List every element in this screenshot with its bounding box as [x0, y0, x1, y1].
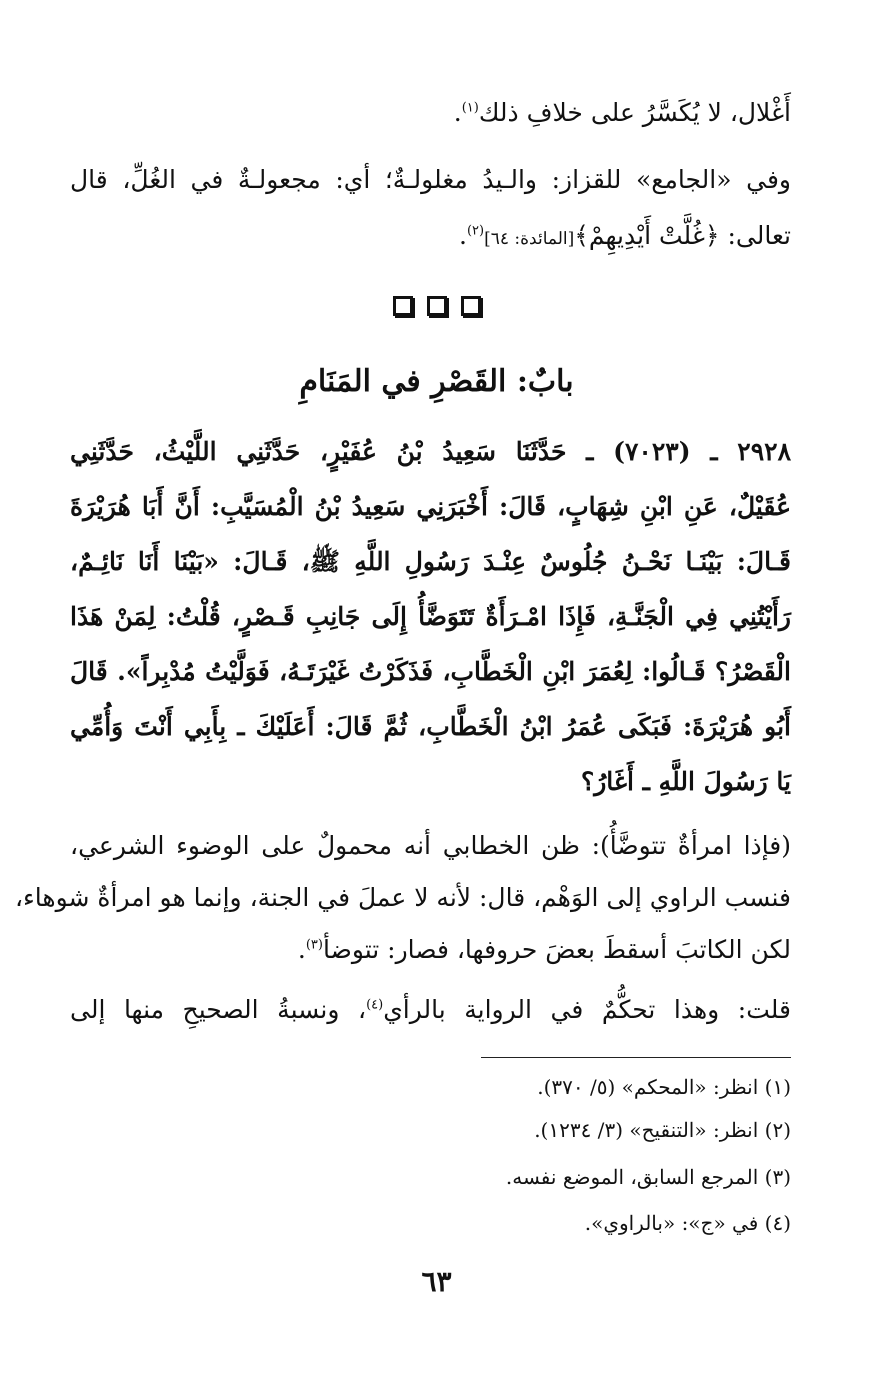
- intro-line-2: وفي «الجامع» للقزاز: والـيدُ مغلولـةٌ؛ أي: مجعولـةٌ في الغُلِّ، قال: [70, 165, 791, 194]
- page-number: ٦٣: [421, 1265, 452, 1298]
- intro-punct: .: [459, 221, 467, 250]
- footnote-ref-3[interactable]: (٣): [305, 937, 323, 953]
- footnote: (٤) في «ج»: «بالراوي».: [584, 1211, 791, 1235]
- divider-square-icon: [393, 296, 413, 316]
- commentary-text: ، ونسبةُ الصحيحِ منها إلى: [70, 995, 367, 1024]
- intro-punct: .: [453, 98, 462, 127]
- commentary-line: (فإذا امرأةٌ تتوضَّأُ): ظن الخطابي أنه محمولٌ على الوضوء الشرعي،: [70, 831, 791, 860]
- hadith-line: الْقَصْرُ؟ قَـالُوا: لِعُمَرَ ابْنِ الْخَطَّابِ، فَذَكَرْتُ غَيْرَتَـهُ، فَوَلَّيْتُ مُدْبِراً». قَالَ: [70, 657, 791, 686]
- intro-line-1: [70, 93, 791, 133]
- commentary-line: [70, 930, 791, 970]
- quran-citation: [المائدة: ٦٤]: [484, 229, 575, 249]
- commentary-line: [70, 990, 791, 1030]
- commentary-text: لكن الكاتبَ أسقطَ بعضَ حروفها، فصار: تتوضأ: [322, 935, 791, 964]
- footnote-ref-4[interactable]: (٤): [366, 997, 384, 1013]
- commentary-punct: .: [297, 935, 306, 964]
- footnote-ref-1[interactable]: (١): [461, 100, 479, 116]
- divider-square-icon: [461, 296, 481, 316]
- intro-text: أَغْلال، لا يُكَسَّرُ على خلافِ ذلك: [478, 98, 791, 127]
- commentary-line: فنسب الراوي إلى الوَهْم، قال: لأنه لا عملَ في الجنة، وإنما هو امرأةٌ شوهاء،: [14, 883, 791, 912]
- section-divider: [0, 296, 873, 316]
- footnote: (٢) انظر: «التنقيح» (٣/ ١٢٣٤).: [534, 1118, 791, 1142]
- footnote: (١) انظر: «المحكم» (٥/ ٣٧٠).: [537, 1075, 791, 1099]
- hadith-line: رَأَيْتُنِي فِي الْجَنَّـةِ، فَإِذَا امْـرَأَةٌ تَتَوَضَّأُ إِلَى جَانِبِ قَـصْرٍ، قُلْتُ: لِمَنْ هَذَا: [70, 602, 791, 631]
- hadith-line: أَبُو هُرَيْرَةَ: فَبَكَى عُمَرُ ابْنُ الْخَطَّابِ، ثُمَّ قَالَ: أَعَلَيْكَ ـ بِأَبِي أَنْتَ وَأُمِّي: [70, 712, 791, 741]
- footnote-ref-2[interactable]: (٢): [466, 223, 485, 239]
- hadith-line: عُقَيْلٌ، عَنِ ابْنِ شِهَابٍ، قَالَ: أَخْبَرَنِي سَعِيدُ بْنُ الْمُسَيَّبِ: أَنَّ أَبَا هُرَيْرَةَ: [70, 492, 791, 521]
- intro-line-3: [70, 216, 791, 259]
- footnote-separator: [481, 1057, 791, 1058]
- hadith-line: ٢٩٢٨ ـ (٧٠٢٣) ـ حَدَّثَنَا سَعِيدُ بْنُ عُفَيْرٍ، حَدَّثَنِي اللَّيْثُ، حَدَّثَنِي: [70, 437, 791, 466]
- quran-quote: تعالى: ﴿غُلَّتْ أَيْدِيهِمْ﴾: [574, 221, 791, 250]
- chapter-title: بابٌ: القَصْرِ في المَنَامِ: [299, 364, 574, 399]
- hadith-line: قَـالَ: بَيْنَـا نَحْـنُ جُلُوسٌ عِنْـدَ رَسُولِ اللَّهِ ﷺ، قَـالَ: «بَيْنَا أَنَا نَائِـمٌ،: [70, 547, 791, 576]
- commentary-text: قلت: وهذا تحكُّمٌ في الرواية بالرأي: [383, 995, 791, 1024]
- divider-square-icon: [427, 296, 447, 316]
- footnote: (٣) المرجع السابق، الموضع نفسه.: [505, 1165, 791, 1189]
- hadith-line: يَا رَسُولَ اللَّهِ ـ أَغَارُ؟: [580, 767, 791, 796]
